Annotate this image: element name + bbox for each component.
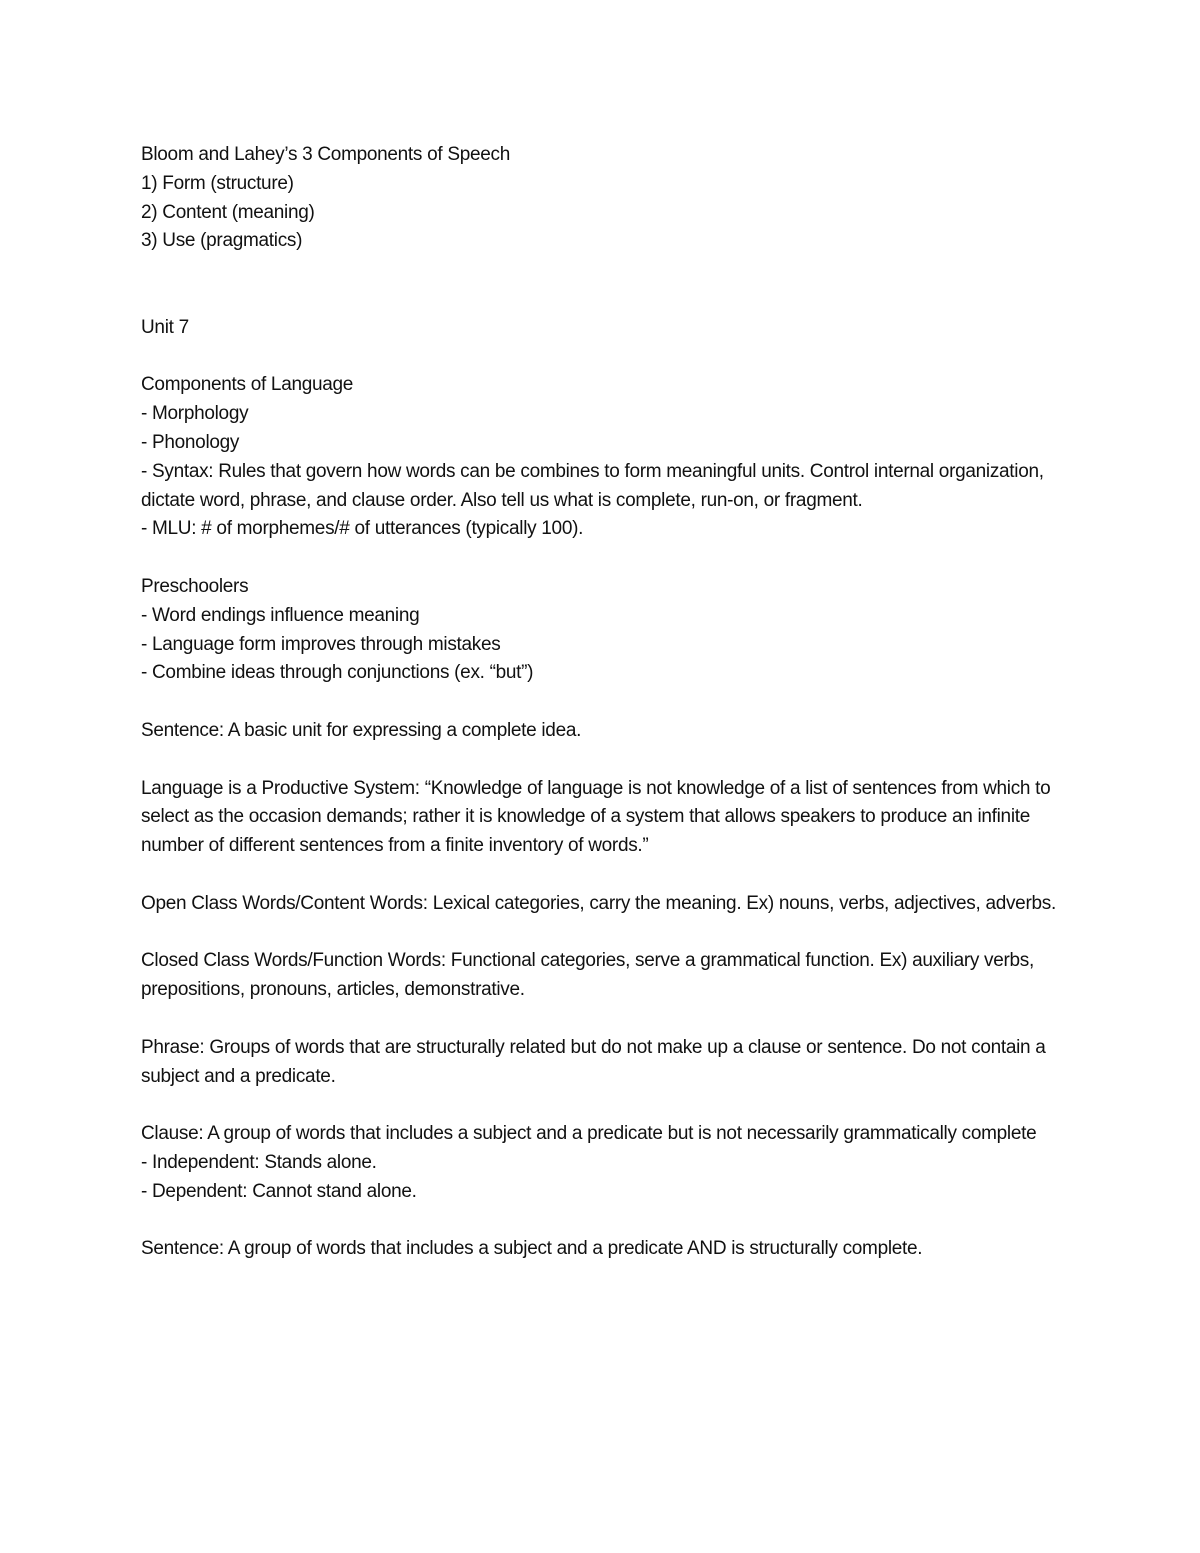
list-item-conjunctions: - Combine ideas through conjunctions (ex. “but”) [141,662,534,684]
open-class-paragraph: Open Class Words/Content Words: Lexical categories, carry the meaning. Ex) nouns, verbs, adjectives, adverbs. [141,892,1056,914]
spacer [141,1005,1071,1034]
sentence-basic-definition: Sentence: A basic unit for expressing a complete idea. [141,719,582,741]
list-item-mlu: - MLU: # of morphemes/# of utterances (typically 100). [141,518,584,540]
list-item-syntax: - Syntax: Rules that govern how words can be combines to form meaningful units. Control internal organization, dictate word, phrase, and clause order. Also tell us what is complete, run-on, or fragment. [141,460,1049,511]
component-item-use: 3) Use (pragmatics) [141,230,303,252]
clause-definition: Clause: A group of words that includes a subject and a predicate but is not necessarily grammatically complete [141,1123,1037,1145]
closed-class-paragraph: Closed Class Words/Function Words: Functional categories, serve a grammatical function. Ex) auxiliary verbs, prepositions, pronouns, articles, demonstrative. [141,950,1039,1001]
list-item-phonology: - Phonology [141,431,240,453]
language-components-title: Components of Language [141,374,354,396]
spacer [141,1091,1071,1120]
spacer [141,343,1071,372]
list-item-dependent: - Dependent: Cannot stand alone. [141,1180,417,1202]
spacer [141,861,1071,890]
document-body [141,141,1071,1264]
sentence-complete-definition: Sentence: A group of words that includes a subject and a predicate AND is structurally complete. [141,1238,923,1260]
list-item-language-form: - Language form improves through mistakes [141,633,501,655]
spacer [141,688,1071,717]
preschoolers-title: Preschoolers [141,575,249,597]
list-item-independent: - Independent: Stands alone. [141,1151,377,1173]
component-item-form: 1) Form (structure) [141,172,294,194]
spacer [141,1206,1071,1235]
spacer [141,256,1071,314]
document-heading: Bloom and Lahey’s 3 Components of Speech [141,144,510,165]
spacer [141,919,1071,948]
unit-heading: Unit 7 [141,316,189,338]
productive-system-paragraph: Language is a Productive System: “Knowledge of language is not knowledge of a list of sentences from which to select as the occasion demands; rather it is knowledge of a system that allows speakers to produce an infinite number of different sentences from a finite inventory of words.” [141,777,1056,857]
list-item-word-endings: - Word endings influence meaning [141,604,420,626]
list-item-morphology: - Morphology [141,403,249,425]
spacer [141,544,1071,573]
spacer [141,746,1071,775]
phrase-paragraph: Phrase: Groups of words that are structurally related but do not make up a clause or sentence. Do not contain a subject and a predicate. [141,1036,1051,1087]
component-item-content: 2) Content (meaning) [141,201,315,223]
